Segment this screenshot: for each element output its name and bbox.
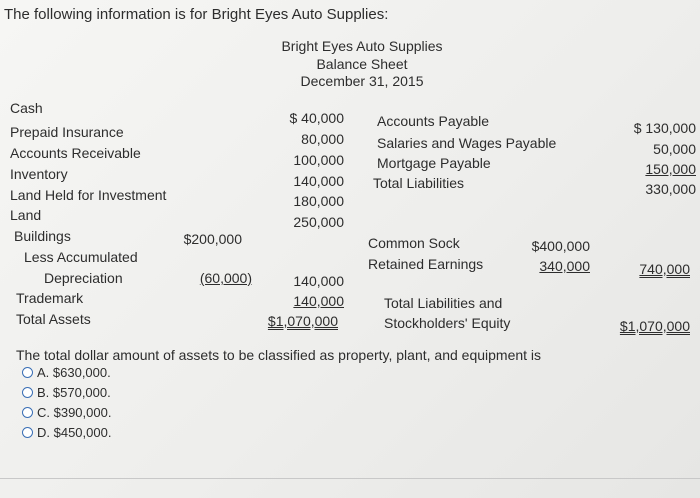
radio-icon[interactable] [22, 387, 33, 398]
total-liabilities-amount: 330,000 [645, 181, 696, 197]
option-b-label: B. $570,000. [37, 385, 111, 400]
land-amount: 250,000 [293, 214, 344, 230]
inventory-label: Inventory [10, 166, 68, 182]
trademark-amount: 140,000 [293, 293, 344, 309]
option-c-label: C. $390,000. [37, 405, 112, 420]
divider [0, 478, 700, 479]
receivable-amount: 100,000 [293, 152, 344, 168]
land-investment-label: Land Held for Investment [10, 187, 167, 203]
mortgage-label: Mortgage Payable [377, 155, 491, 171]
prepaid-amount: 80,000 [301, 131, 344, 147]
total-assets-label: Total Assets [16, 311, 91, 327]
mortgage-amount: 150,000 [645, 161, 696, 177]
total-le-amount: $1,070,000 [619, 318, 690, 334]
land-investment-amount: 180,000 [293, 193, 344, 209]
option-a-label: A. $630,000. [37, 365, 111, 380]
option-c[interactable] [22, 405, 111, 420]
radio-icon[interactable] [22, 407, 33, 418]
question-text: The total dollar amount of assets to be classified as property, plant, and equipment is [16, 347, 542, 363]
buildings-amount: $200,000 [183, 231, 242, 247]
retained-earnings-label: Retained Earnings [368, 256, 484, 272]
receivable-label: Accounts Receivable [10, 145, 141, 161]
intro-text: The following information is for Bright Eyes Auto Supplies: [4, 6, 389, 23]
total-assets-amount: $1,070,000 [267, 313, 338, 329]
prepaid-label: Prepaid Insurance [10, 124, 124, 140]
inventory-amount: 140,000 [293, 173, 344, 189]
radio-icon[interactable] [22, 367, 33, 378]
retained-earnings-amount: 340,000 [539, 258, 590, 274]
total-le-label-line2: Stockholders' Equity [384, 315, 511, 331]
land-label: Land [10, 207, 42, 223]
statement-title: Balance Sheet [316, 56, 408, 72]
statement-date: December 31, 2015 [300, 73, 424, 89]
radio-icon[interactable] [22, 427, 33, 438]
option-d[interactable] [22, 425, 111, 440]
cash-label: Cash [10, 100, 43, 116]
less-accumulated-label: Less Accumulated [24, 249, 138, 265]
salaries-amount: 50,000 [653, 141, 696, 157]
common-stock-label: Common Sock [368, 235, 460, 251]
accounts-payable-label: Accounts Payable [377, 113, 490, 129]
buildings-net-amount: 140,000 [293, 273, 344, 289]
option-b[interactable] [22, 385, 111, 400]
cash-amount: $ 40,000 [289, 110, 344, 126]
total-le-label-line1: Total Liabilities and [384, 295, 503, 311]
accounts-payable-amount: $ 130,000 [633, 120, 696, 136]
salaries-label: Salaries and Wages Payable [377, 135, 557, 151]
buildings-label: Buildings [14, 228, 71, 244]
accumulated-depreciation-amount: (60,000) [199, 270, 252, 286]
total-liabilities-label: Total Liabilities [373, 175, 465, 191]
trademark-label: Trademark [16, 290, 84, 306]
option-d-label: D. $450,000. [37, 425, 112, 440]
company-name: Bright Eyes Auto Supplies [281, 38, 443, 54]
total-equity-amount: 740,000 [639, 261, 690, 277]
common-stock-amount: $400,000 [531, 238, 590, 254]
option-a[interactable] [22, 365, 111, 380]
depreciation-label: Depreciation [44, 270, 123, 286]
